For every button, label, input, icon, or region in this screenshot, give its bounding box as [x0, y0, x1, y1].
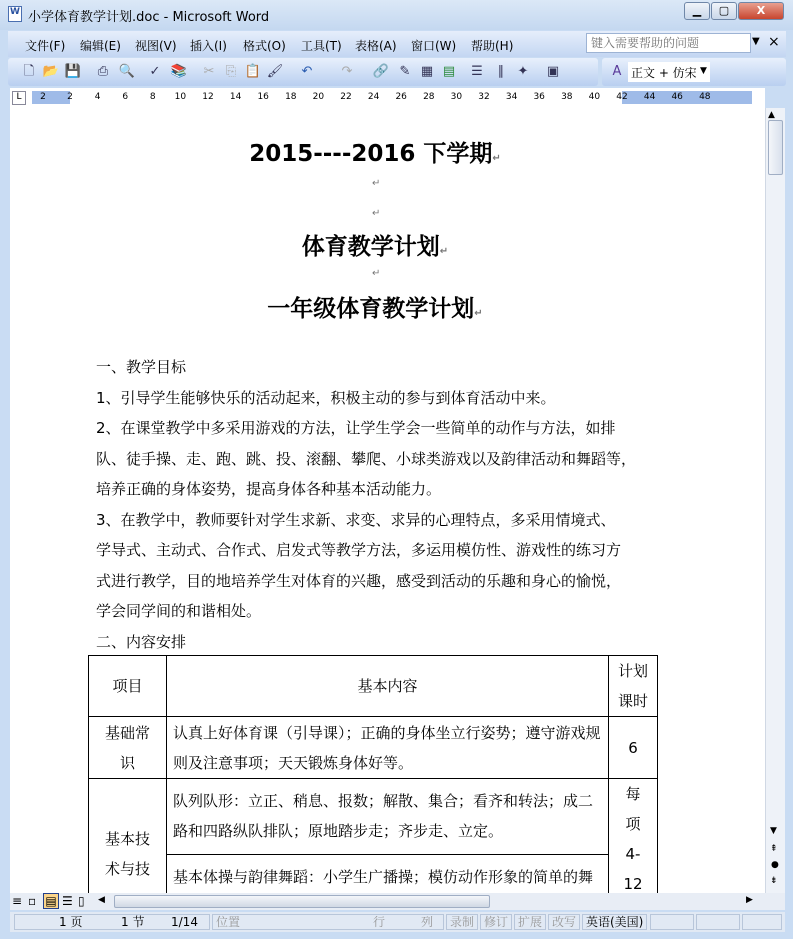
reading-view-icon[interactable]: ▯	[78, 894, 85, 908]
ruler-tick: 10	[174, 92, 187, 102]
restore-button[interactable]: ▢	[711, 2, 737, 20]
open-icon[interactable]: 📂	[42, 64, 60, 79]
ruler-tick: 32	[478, 92, 490, 102]
styles-icon[interactable]: A	[612, 64, 622, 79]
minimize-button[interactable]: ▁	[684, 2, 710, 20]
horizontal-scroll-thumb[interactable]	[114, 895, 490, 908]
header-item: 项目	[89, 656, 167, 717]
header-content: 基本内容	[167, 656, 609, 717]
paste-icon[interactable]: 📋	[244, 64, 262, 79]
copy-icon[interactable]: ⎘	[225, 64, 237, 79]
new-icon[interactable]: 🗋	[23, 64, 35, 79]
save-icon[interactable]: 💾	[64, 64, 82, 79]
scroll-down-icon[interactable]: ▼	[770, 826, 777, 836]
insert-table-icon[interactable]: ▦	[420, 64, 434, 79]
ruler-tick: 6	[122, 92, 129, 102]
research-icon[interactable]: 📚	[170, 64, 188, 79]
status-trk[interactable]: 修订	[480, 914, 512, 930]
ruler-tick: 2	[40, 92, 46, 102]
spelling-icon[interactable]: ✓	[149, 64, 161, 79]
insert-excel-icon[interactable]: ▤	[442, 64, 456, 79]
status-empty-2	[696, 914, 740, 930]
ruler-tick: 26	[395, 92, 407, 102]
paragraph-line: 队、徒手操、走、跑、跳、投、滚翻、攀爬、小球类游戏以及韵律活动和舞蹈等，	[96, 449, 637, 468]
paragraph-line: 学导式、主动式、合作式、启发式等教学方法，多运用模仿性、游戏性的练习方	[96, 541, 622, 559]
style-value: 正文 + 仿宋	[631, 66, 697, 80]
menu-tools[interactable]: 工具(T)	[301, 39, 342, 53]
table-row	[89, 717, 658, 779]
menu-insert[interactable]: 插入(I)	[190, 39, 227, 53]
formatting-toolbar	[602, 58, 786, 86]
ruler-tick: 24	[367, 92, 380, 102]
menu-format[interactable]: 格式(O)	[243, 39, 286, 53]
paragraph-line: 二、内容安排	[96, 632, 187, 651]
document-page[interactable]: 2015----2016 下学期↵ ↵ ↵ 体育教学计划↵ ↵ 一年级体育教学计划↵ 一、教学目标 1、引导学生能够快乐的活动起来，积极主动的参与到体育活动中来。 2、在课堂教学中多采用游戏的方法，让学生学会一些简单的动作与方法，如排 队、徒手操、走、跑、跳、投、滚翻、攀爬、小球类游戏以及韵律活动和舞蹈等， 培养正确的身体姿势，提高身体各种基本活动能力。 3、在教学中，教师要针对学生求新、求变、求异的心理特点，多采用情境式、 学导式、主动式、合作式、启发式等教学方法，多运用模仿性、游戏性的练习方 式进行教学，目的地培养学生对体育的兴趣，感受到活动的乐趣和身心的愉悦， 学会同学间的和谐相处。 二、内容安排 项目 基本内容 计划课时 基础常识 认真上好体育课（引导课）；正确的身体坐立行姿势；遵守游戏规则及注意事项；天天锻炼身体好等。 6 基本技术与技 队列队形：立正、稍息、报数；解散、集合；看齐和转法；成二路和四路纵队排队；原地踏步走；齐步走、立定。 每项4-12 基本体操与韵律舞蹈：小学生广播操；模仿动作形象的简单的舞	[10, 108, 765, 893]
status-page-info: 1 页 1 节 1/14	[14, 914, 210, 930]
hyperlink-icon[interactable]: 🔗	[372, 64, 390, 79]
status-ext[interactable]: 扩展	[514, 914, 546, 930]
help-search-input[interactable]	[586, 33, 751, 53]
menu-file[interactable]: 文件(F)	[25, 39, 66, 53]
ruler-tick: 18	[285, 92, 297, 102]
ruler-tick: 20	[312, 92, 325, 102]
horizontal-scrollbar[interactable]	[10, 893, 785, 910]
previous-page-icon[interactable]: ⇞	[770, 844, 778, 854]
tables-borders-icon[interactable]: ✎	[399, 64, 411, 79]
paragraph-line: 学会同学间的和谐相处。	[96, 602, 262, 620]
status-bar	[10, 912, 785, 932]
menu-window[interactable]: 窗口(W)	[411, 39, 457, 53]
heading-semester: 2015----2016 下学期↵	[249, 141, 501, 167]
print-icon[interactable]: ⎙	[97, 64, 109, 79]
ruler-tick: 38	[561, 92, 573, 102]
next-page-icon[interactable]: ⇟	[770, 876, 778, 886]
scroll-right-icon[interactable]: ▶	[746, 895, 753, 905]
ruler-tick: 36	[533, 92, 545, 102]
row-hours: 每项4-12	[609, 779, 658, 894]
print-layout-view-icon[interactable]: ▤	[43, 893, 59, 909]
close-button[interactable]: X	[738, 2, 784, 20]
ruler-tick: 14	[229, 92, 242, 102]
heading-grade: 一年级体育教学计划↵	[267, 296, 483, 322]
word-icon: W	[8, 6, 22, 22]
row-hours: 6	[609, 717, 658, 779]
columns-icon[interactable]: ☰	[471, 64, 483, 79]
paragraph-line: 培养正确的身体姿势，提高身体各种基本活动能力。	[96, 480, 442, 498]
table-row	[89, 854, 658, 893]
tab-selector[interactable]: L	[12, 91, 26, 105]
title-bar	[0, 0, 793, 30]
menu-view[interactable]: 视图(V)	[135, 39, 177, 53]
content-table	[88, 655, 658, 893]
print-preview-icon[interactable]: 🔍	[118, 64, 136, 79]
paragraph-line: 一、教学目标	[96, 358, 187, 376]
standard-toolbar	[8, 58, 598, 86]
table-row	[89, 779, 658, 855]
ruler-tick: 44	[643, 92, 656, 102]
ruler-tick: 22	[340, 92, 352, 102]
undo-icon[interactable]: ↶	[301, 64, 313, 79]
ruler-tick: 46	[671, 92, 683, 102]
ruler-tick: 42	[616, 92, 628, 102]
cut-icon[interactable]: ✂	[203, 64, 215, 79]
ruler-tick: 4	[94, 92, 101, 102]
paragraph-line: 2、在课堂教学中多采用游戏的方法，让学生学会一些简单的动作与方法，如排	[96, 419, 616, 437]
paragraph-line: 式进行教学，目的地培养学生对体育的兴趣，感受到活动的乐趣和身心的愉悦，	[96, 571, 622, 590]
select-browse-object-icon[interactable]: ●	[771, 860, 779, 870]
row-content: 队列队形：立正、稍息、报数；解散、集合；看齐和转法；成二路和四路纵队排队；原地踏步走；齐步走、立定。	[167, 779, 609, 855]
row-content: 认真上好体育课（引导课）；正确的身体坐立行姿势；遵守游戏规则及注意事项；天天锻炼身体好等。	[167, 717, 609, 779]
ruler-tick: 16	[257, 92, 269, 102]
table-header-row	[89, 656, 658, 717]
paragraph-line: 1、引导学生能够快乐的活动起来，积极主动的参与到体育活动中来。	[96, 388, 556, 407]
menu-edit[interactable]: 编辑(E)	[80, 39, 121, 53]
style-dropdown-icon[interactable]: ▼	[700, 66, 707, 76]
normal-view-icon[interactable]: ≡	[12, 894, 23, 908]
heading-plan: 体育教学计划↵	[301, 234, 449, 260]
scroll-left-icon[interactable]: ◀	[98, 895, 105, 905]
ruler-tick: 8	[149, 92, 156, 102]
redo-icon[interactable]: ↷	[341, 64, 353, 79]
document-map-icon[interactable]: ✦	[517, 64, 529, 79]
close-document-button[interactable]: ×	[768, 34, 780, 50]
paragraph-line: 3、在教学中，教师要针对学生求新、求变、求异的心理特点，多采用情境式、	[96, 510, 616, 529]
ruler-tick: 28	[423, 92, 435, 102]
window-title: 小学体育教学计划.doc - Microsoft Word	[28, 10, 270, 25]
web-view-icon[interactable]: ▫	[28, 894, 37, 908]
drawing-icon[interactable]: ∥	[497, 64, 505, 79]
outline-view-icon[interactable]: ☰	[62, 894, 73, 908]
vertical-scrollbar[interactable]	[765, 108, 785, 893]
row-content: 基本体操与韵律舞蹈：小学生广播操；模仿动作形象的简单的舞	[167, 854, 609, 893]
header-hours: 计划课时	[609, 656, 658, 717]
menu-help[interactable]: 帮助(H)	[471, 39, 514, 53]
scroll-up-icon[interactable]: ▲	[768, 110, 775, 120]
status-language[interactable]: 英语(美国)	[582, 914, 647, 930]
format-painter-icon[interactable]: 🖌	[266, 64, 284, 79]
ruler-tick: 12	[202, 92, 214, 102]
status-ovr[interactable]: 改写	[548, 914, 580, 930]
help-dropdown-icon[interactable]: ▼	[752, 36, 760, 47]
ruler-tick: 48	[699, 92, 711, 102]
ruler-tick: 34	[505, 92, 518, 102]
read-icon[interactable]: ▣	[546, 64, 560, 79]
status-position: 位置 行 列	[212, 914, 444, 930]
status-rec[interactable]: 录制	[446, 914, 478, 930]
row-item: 基础常识	[89, 717, 167, 779]
row-item: 基本技术与技	[89, 779, 167, 894]
ruler-tick: 30	[450, 92, 463, 102]
vertical-scroll-thumb[interactable]	[768, 120, 783, 175]
status-empty-3	[742, 914, 782, 930]
ruler-tick: 2	[67, 92, 73, 102]
ruler-tick: 40	[588, 92, 601, 102]
status-empty-1	[650, 914, 694, 930]
menu-table[interactable]: 表格(A)	[355, 39, 397, 53]
style-select[interactable]	[628, 62, 710, 82]
